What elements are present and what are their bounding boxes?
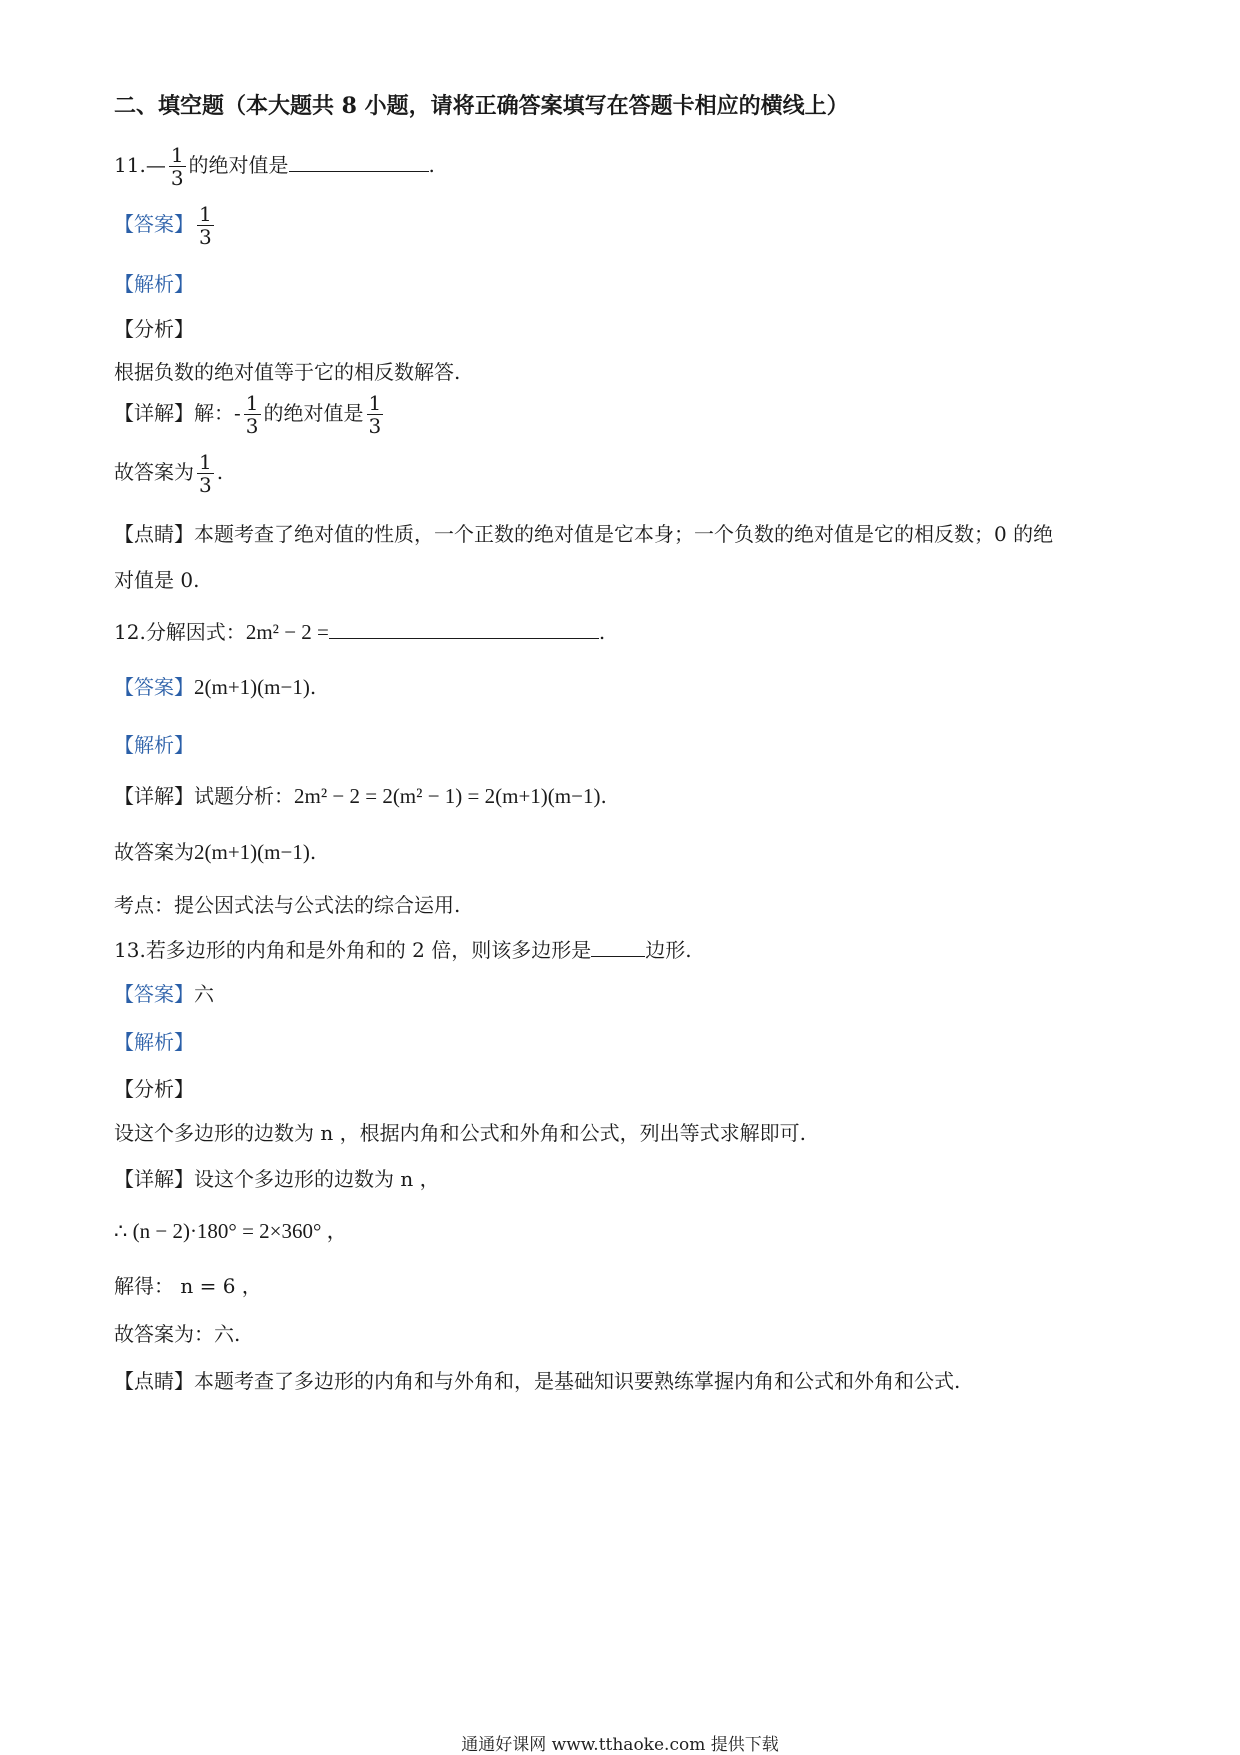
detail-label: 【详解】 xyxy=(114,401,194,425)
q13-dianjing: 【点睛】本题考查了多边形的内角和与外角和，是基础知识要熟练掌握内角和公式和外角和公式. xyxy=(114,1369,961,1393)
q12-detail: 【详解】试题分析：2m² − 2 = 2(m² − 1) = 2(m+1)(m−1). xyxy=(114,784,607,808)
detail-label: 【详解】 xyxy=(114,784,194,808)
question-number: 12. xyxy=(114,620,146,644)
math-expression: 2m² − 2 = xyxy=(245,620,329,644)
answer-blank xyxy=(329,616,599,639)
question-11: 11.— $\frac{1}{3}$ 的绝对值是 . xyxy=(114,143,435,190)
fraction: $\frac{1}{3}$ xyxy=(170,143,184,190)
q12-analysis-label: 【解析】 xyxy=(114,733,194,757)
q11-conclusion: 故答案为 $\frac{1}{3}$ . xyxy=(114,450,224,497)
fraction: $\frac{1}{3}$ xyxy=(199,450,212,497)
answer-expression: 2(m+1)(m−1) xyxy=(194,675,310,699)
q11-analysis-label: 【解析】 xyxy=(114,272,194,296)
footer-watermark: 通通好课网 www.tthaoke.com 提供下载 xyxy=(461,1735,779,1755)
dianjing-label: 【点睛】 xyxy=(114,522,194,546)
math-expression: 2m² − 2 = 2(m² − 1) = 2(m+1)(m−1) xyxy=(294,784,601,808)
q11-dianjing-cont: 对值是 0. xyxy=(114,568,200,592)
q12-kaodian: 考点：提公因式法与公式法的综合运用. xyxy=(114,893,461,917)
question-stem: 的绝对值是 xyxy=(188,153,289,177)
answer-value: 六 xyxy=(194,982,214,1006)
q11-answer xyxy=(114,203,217,248)
q11-fenxi-label: 【分析】 xyxy=(114,317,194,341)
q12-conclusion: 故答案为2(m+1)(m−1). xyxy=(114,840,317,864)
dianjing-label: 【点睛】 xyxy=(114,1369,194,1393)
answer-fraction: $\frac{1}{3}$ xyxy=(199,202,212,249)
q13-equation: ∴ (n − 2)·180° = 2×360° ， xyxy=(114,1219,348,1243)
question-number: 13. xyxy=(114,938,146,962)
question-12: 12.分解因式：2m² − 2 = . xyxy=(114,616,605,646)
q13-detail: 【详解】设这个多边形的边数为 n ， xyxy=(114,1167,440,1191)
q11-fenxi-text: 根据负数的绝对值等于它的相反数解答. xyxy=(114,360,461,384)
question-stem: 分解因式： xyxy=(145,620,246,644)
question-number: 11. xyxy=(114,153,146,177)
answer-label: 【答案】 xyxy=(114,212,194,236)
q13-solve: 解得： n = 6 ， xyxy=(114,1274,262,1298)
q13-fenxi-text: 设这个多边形的边数为 n ，根据内角和公式和外角和公式，列出等式求解即可. xyxy=(114,1121,806,1145)
answer-blank xyxy=(289,149,429,172)
answer-label: 【答案】 xyxy=(114,675,194,699)
answer-label: 【答案】 xyxy=(114,982,194,1006)
math-expression: 2(m+1)(m−1) xyxy=(194,840,310,864)
q13-answer xyxy=(114,980,214,1008)
q11-detail: 【详解】解：- $\frac{1}{3}$ 的绝对值是 $\frac{1}{3}$ xyxy=(114,391,382,438)
section-title: 二、填空题（本大题共 8 小题，请将正确答案填写在答题卡相应的横线上） xyxy=(114,93,849,119)
q12-answer: 【答案】2(m+1)(m−1). xyxy=(114,675,317,699)
q13-conclusion: 故答案为：六. xyxy=(114,1322,241,1346)
answer-blank xyxy=(591,934,645,957)
minus-sign: — xyxy=(145,153,166,177)
question-13: 13.若多边形的内角和是外角和的 2 倍，则该多边形是 边形. xyxy=(114,934,692,964)
question-stem: 若多边形的内角和是外角和的 2 倍，则该多边形是 xyxy=(145,938,592,962)
fraction: $\frac{1}{3}$ xyxy=(245,391,259,438)
q13-fenxi-label: 【分析】 xyxy=(114,1077,194,1101)
q11-dianjing: 【点睛】本题考查了绝对值的性质，一个正数的绝对值是它本身；一个负数的绝对值是它的相反数；0 的绝 xyxy=(114,522,1054,546)
detail-label: 【详解】 xyxy=(114,1167,194,1191)
fraction: $\frac{1}{3}$ xyxy=(368,391,382,438)
q13-analysis-label: 【解析】 xyxy=(114,1030,194,1054)
